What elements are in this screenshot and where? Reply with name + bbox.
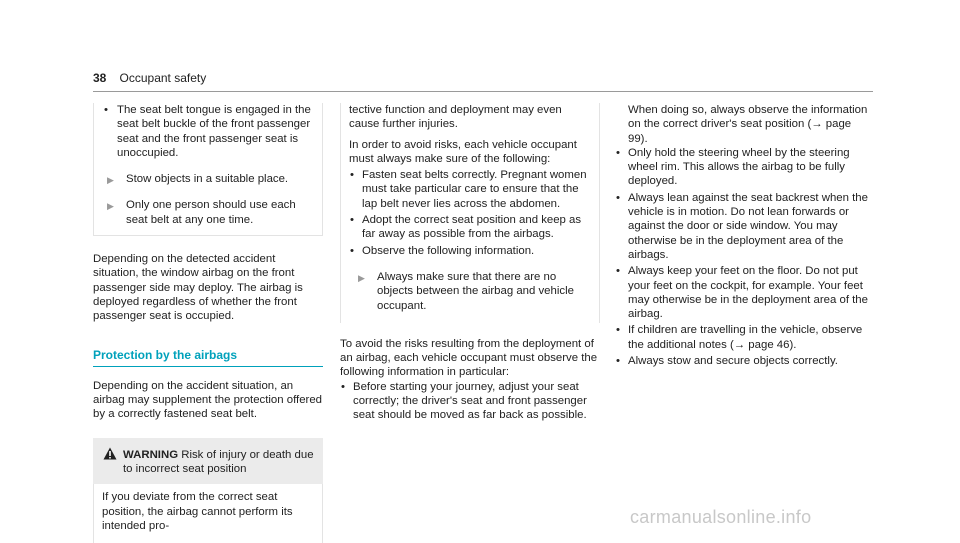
bullet-icon: •: [616, 265, 620, 278]
body-paragraph: Depending on the detected accident situation, the window airbag on the front passenger side may deploy. The airbag is deployed regardless of whether the front passenger seat is occupied.: [93, 253, 303, 323]
list-item: • Always lean against the seat backrest when the vehicle is in motion. Do not lean forwards or against the door or side window. You may otherwise be in the deployment area of the airbags.: [616, 191, 868, 261]
page-number: 38: [93, 71, 107, 85]
warning-triangle-icon: [103, 447, 117, 460]
warning-header: [93, 438, 323, 485]
bullet-icon: •: [350, 214, 354, 227]
warning-body: If you deviate from the correct seat position, the airbag cannot perform its intended pro-: [93, 484, 323, 543]
bullet-icon: •: [350, 244, 354, 257]
bullet-icon: •: [341, 380, 345, 393]
instruction-step: ▶ Only one person should use each seat belt at any one time.: [107, 199, 296, 226]
list-item: • The seat belt tongue is engaged in the seat belt buckle of the front passenger seat and the front passenger seat is unoccupied.: [104, 104, 311, 159]
warning-continuation: [340, 103, 600, 323]
step-arrow-icon: ▶: [107, 175, 114, 186]
list-item: • Before starting your journey, adjust your seat correctly; the driver's seat and front passenger seat should be moved as far back as possible.: [341, 380, 587, 422]
list-item: • Observe the following information.: [350, 244, 535, 257]
section-title: Occupant safety: [119, 71, 207, 85]
body-paragraph: Depending on the accident situation, an airbag may supplement the protection offered by a correctly fastened seat belt.: [93, 379, 323, 421]
list-item: • If children are travelling in the vehicle, observe the additional notes (→ page 46).: [616, 324, 863, 351]
instruction-step: ▶ Stow objects in a suitable place.: [98, 172, 318, 186]
watermark-text: carmanualsonline.info: [630, 507, 812, 527]
body-paragraph: In order to avoid risks, each vehicle occupant must always make sure of the following:: [349, 138, 577, 165]
page-header: [93, 71, 206, 87]
column-3: [615, 103, 870, 370]
step-arrow-icon: ▶: [107, 201, 114, 212]
instruction-step: ▶ Always make sure that there are no objects between the airbag and vehicle occupant.: [358, 270, 574, 312]
body-paragraph: To avoid the risks resulting from the deployment of an airbag, each vehicle occupant must observe the following information in particular:: [340, 337, 598, 379]
list-item: • Adopt the correct seat position and keep as far away as possible from the airbags.: [350, 214, 582, 241]
list-item: • Always keep your feet on the floor. Do not put your feet on the cockpit, for example. Your feet may otherwise be in the deployment area of the airbag.: [616, 265, 868, 321]
section-heading: Protection by the airbags: [93, 348, 323, 367]
list-item: • Only hold the steering wheel by the steering wheel rim. This allows the airbag to be fully deployed.: [616, 146, 850, 188]
list-item: • Fasten seat belts correctly. Pregnant women must take particular care to ensure that the lap belt never lies across the abdomen.: [350, 169, 587, 210]
bullet-icon: •: [616, 146, 620, 159]
list-item: • Always stow and secure objects correctly.: [616, 355, 838, 368]
warning-title: Risk of injury or death due to incorrect seat position: [123, 448, 314, 476]
body-paragraph: When doing so, always observe the information on the correct driver's seat position (→ page 99).: [628, 104, 868, 145]
body-paragraph: tective function and deployment may even cause further injuries.: [349, 104, 562, 131]
continued-box: [93, 103, 323, 236]
column-1: [93, 103, 323, 543]
column-2: [340, 103, 600, 425]
header-divider: [93, 91, 873, 92]
bullet-icon: •: [616, 324, 620, 337]
bullet-icon: •: [104, 104, 108, 116]
bullet-icon: •: [616, 191, 620, 204]
warning-label: WARNING: [123, 448, 179, 461]
bullet-icon: •: [350, 169, 354, 182]
step-arrow-icon: ▶: [358, 272, 365, 283]
bullet-icon: •: [616, 355, 620, 368]
